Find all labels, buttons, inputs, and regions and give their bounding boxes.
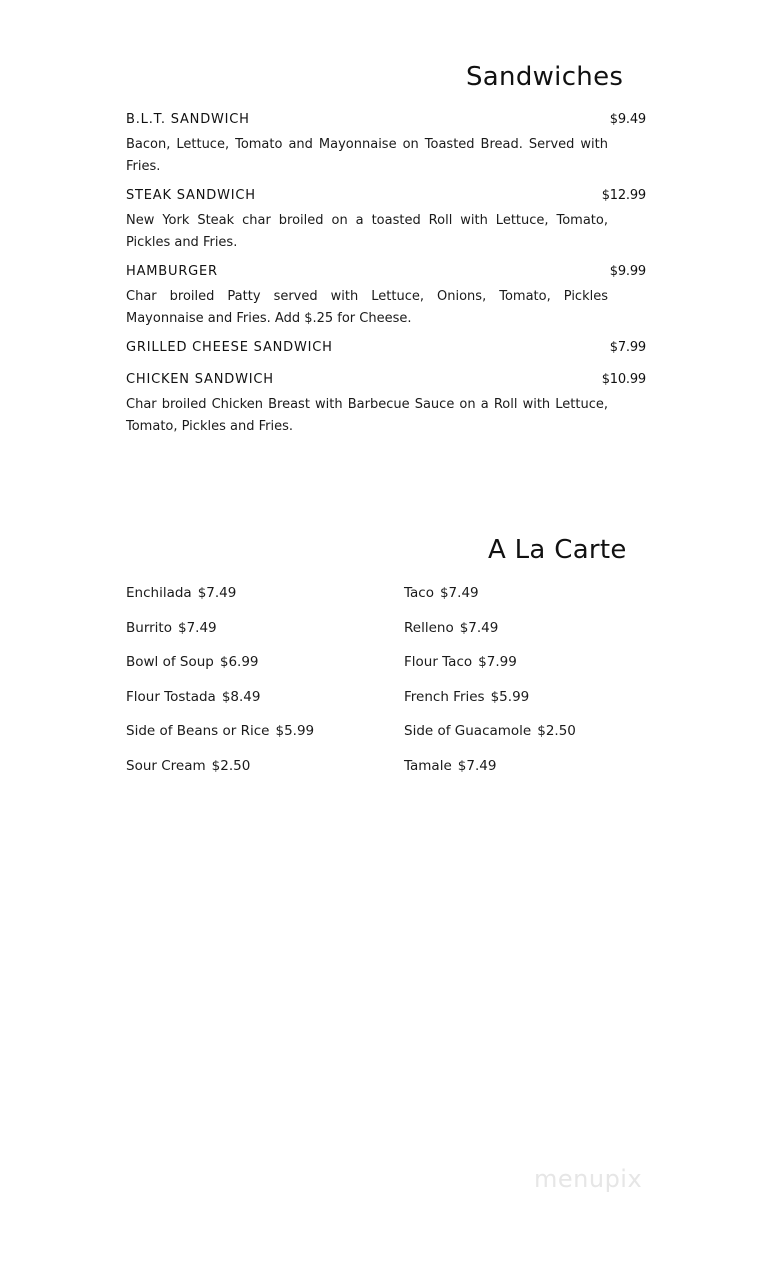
item-price: $7.49: [177, 619, 217, 636]
item-price: $7.49: [457, 757, 497, 774]
alacarte-right-column: [404, 580, 664, 788]
item-name: CHICKEN SANDWICH: [126, 372, 274, 387]
list-item: [126, 753, 386, 788]
list-item: [404, 649, 664, 684]
menu-item: [126, 112, 646, 178]
item-price: $5.99: [275, 723, 315, 740]
item-price: $10.99: [601, 372, 646, 387]
item-description: Bacon, Lettuce, Tomato and Mayonnaise on Toasted Bread. Served with Fries.: [126, 137, 608, 174]
sandwiches-title: Sandwiches: [466, 62, 624, 92]
item-price: $7.49: [439, 585, 479, 601]
sandwich-list: [126, 112, 646, 448]
list-item: [404, 615, 664, 650]
item-price: $7.49: [459, 619, 499, 636]
item-name: Taco: [404, 585, 434, 601]
item-name: GRILLED CHEESE SANDWICH: [126, 340, 333, 355]
menu-item: [126, 188, 646, 254]
item-name: Bowl of Soup: [126, 654, 214, 671]
item-name: Relleno: [404, 619, 454, 636]
item-price: $2.50: [211, 757, 251, 774]
item-name: Side of Beans or Rice: [126, 723, 270, 740]
item-name: Enchilada: [126, 585, 192, 601]
menu-item: [126, 340, 646, 362]
alacarte-title: A La Carte: [488, 535, 627, 565]
list-item: [126, 649, 386, 684]
item-name: Tamale: [404, 757, 452, 774]
item-description: Char broiled Patty served with Lettuce, Onions, Tomato, Pickles Mayonnaise and Fries. Add $.25 for Cheese.: [126, 289, 608, 326]
item-price: $2.50: [537, 723, 576, 740]
item-name: Flour Tostada: [126, 688, 216, 705]
list-item: [404, 753, 664, 788]
list-item: [126, 684, 386, 719]
item-name: French Fries: [404, 688, 485, 705]
item-name: Burrito: [126, 619, 172, 636]
item-description: Char broiled Chicken Breast with Barbecue Sauce on a Roll with Lettuce, Tomato, Pickles and Fries.: [126, 397, 608, 434]
item-price: $9.49: [609, 112, 646, 127]
menu-item: [126, 264, 646, 330]
list-item: [404, 580, 664, 615]
item-price: $7.99: [478, 654, 517, 671]
item-name: Side of Guacamole: [404, 723, 532, 740]
item-name: STEAK SANDWICH: [126, 188, 256, 203]
item-price: $5.99: [490, 688, 530, 705]
item-name: B.L.T. SANDWICH: [126, 112, 250, 127]
menupix-watermark: menupix: [534, 1165, 643, 1193]
alacarte-left-column: [126, 580, 386, 788]
item-price: $8.49: [221, 688, 261, 705]
list-item: [126, 580, 386, 615]
item-name: Sour Cream: [126, 757, 206, 774]
list-item: [404, 684, 664, 719]
list-item: [404, 718, 664, 753]
menu-item: [126, 372, 646, 438]
item-name: Flour Taco: [404, 654, 473, 671]
item-price: $9.99: [609, 264, 646, 279]
item-price: $12.99: [601, 188, 646, 203]
item-description: New York Steak char broiled on a toasted Roll with Lettuce, Tomato, Pickles and Fries.: [126, 213, 608, 250]
item-price: $7.99: [609, 340, 646, 355]
item-price: $6.99: [219, 654, 259, 671]
item-price: $7.49: [197, 585, 237, 601]
item-name: HAMBURGER: [126, 264, 218, 279]
list-item: [126, 615, 386, 650]
list-item: [126, 718, 386, 753]
